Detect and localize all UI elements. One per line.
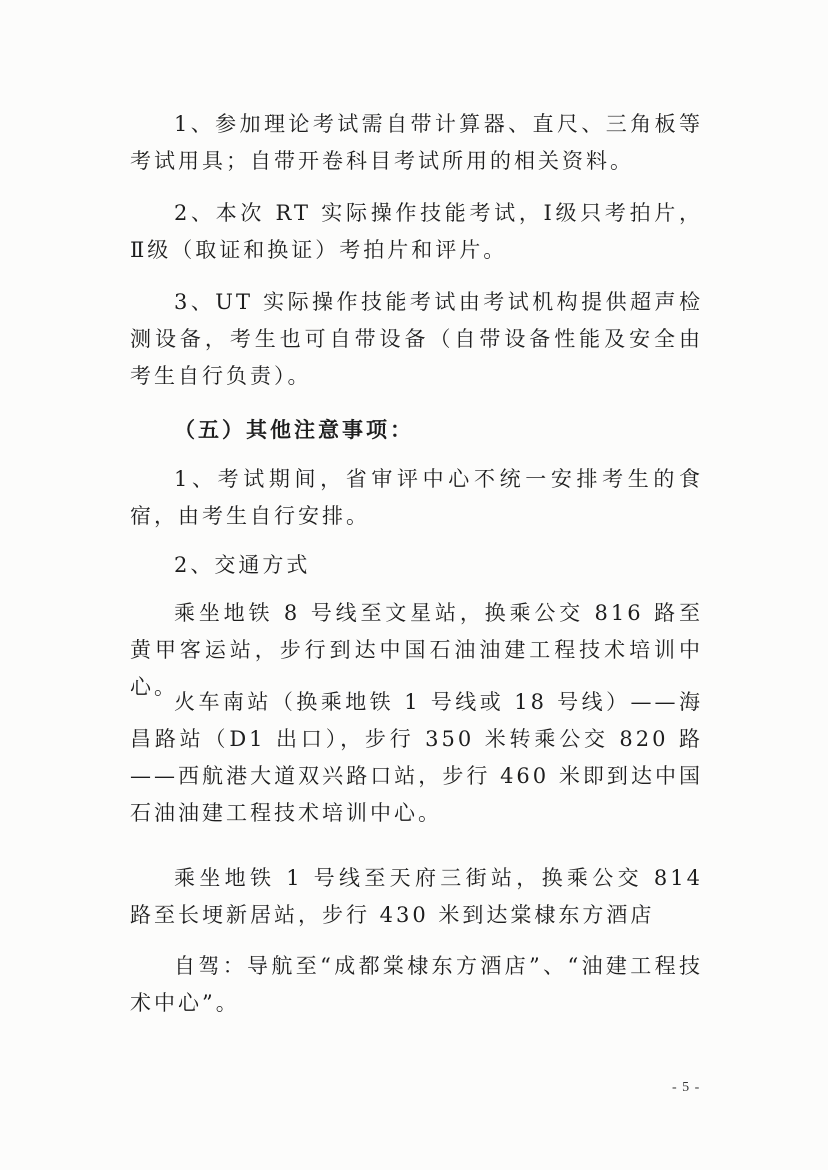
other-notes-heading: （五）其他注意事项：: [174, 417, 414, 442]
ut-exam-note: 3、UT 实际操作技能考试由考试机构提供超声检测设备，考生也可自带设备（自带设备性能及安全由考生自行负责）。: [130, 290, 703, 388]
accommodation-note: 1、考试期间，省审评中心不统一安排考生的食宿，由考生自行安排。: [130, 467, 703, 528]
route-metro-1: 乘坐地铁 1 号线至天府三街站，换乘公交 814 路至长埂新居站，步行 430 米到达棠棣东方酒店: [130, 866, 703, 927]
route-south-station: 火车南站（换乘地铁 1 号线或 18 号线）——海昌路站（D1 出口），步行 350 米转乘公交 820 路——西航港大道双兴路口站，步行 460 米即到达中国石油油建工程技术培训中心。: [130, 690, 703, 825]
route-metro-8: 乘坐地铁 8 号线至文星站，换乘公交 816 路至黄甲客运站，步行到达中国石油油建工程技术培训中心。: [130, 601, 703, 699]
route-driving: 自驾：导航至“成都棠棣东方酒店”、“油建工程技术中心”。: [130, 954, 703, 1015]
exam-tools-note: 1、参加理论考试需自带计算器、直尺、三角板等考试用具；自带开卷科目考试所用的相关资料。: [130, 112, 703, 173]
transport-heading: 2、交通方式: [174, 553, 311, 577]
page-number: - 5 -: [672, 1080, 701, 1095]
rt-exam-note: 2、本次 RT 实际操作技能考试，Ⅰ级只考拍片，Ⅱ级（取证和换证）考拍片和评片。: [130, 201, 703, 262]
